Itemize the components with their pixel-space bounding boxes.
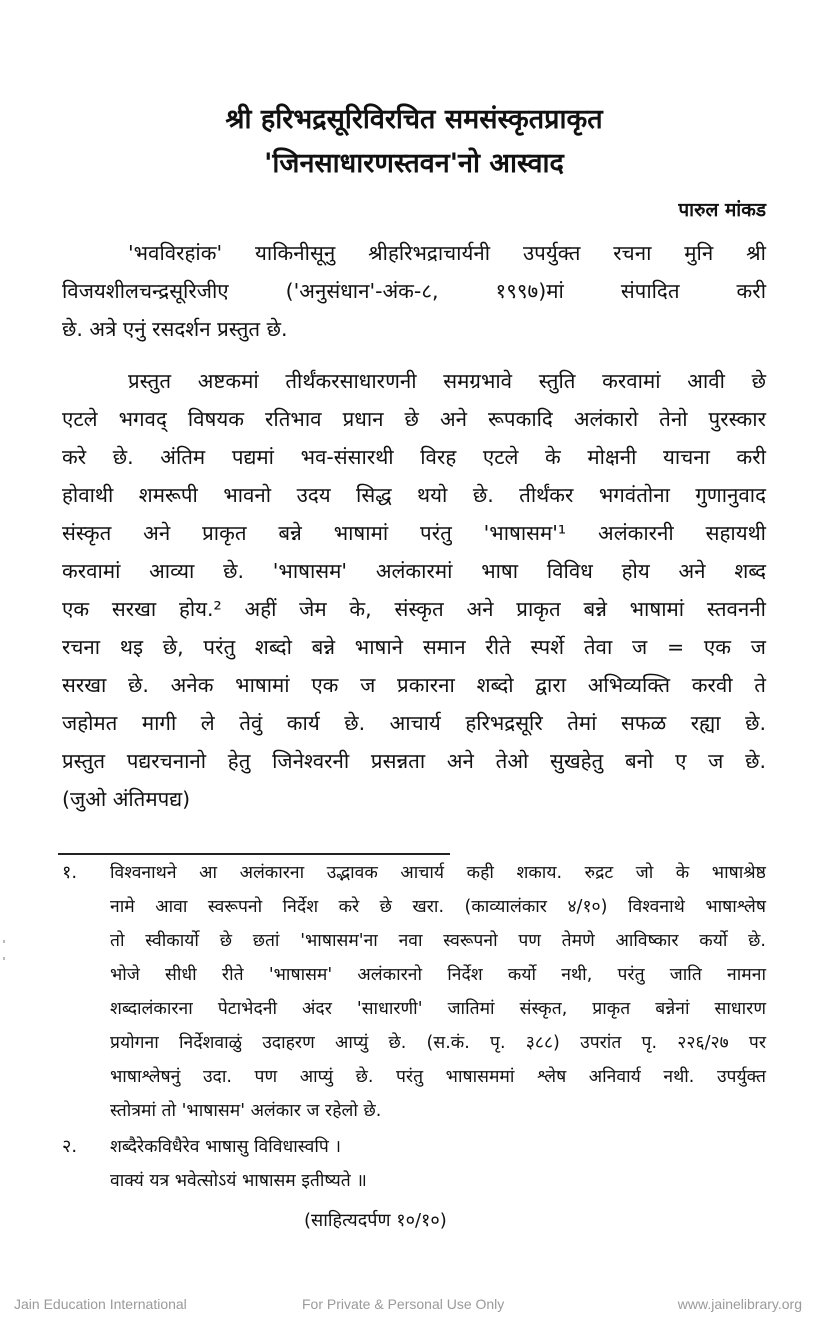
footnote-1-line-8: स्तोत्रमां तो 'भाषासम' अलंकार ज रहेलो छे.: [110, 1101, 382, 1121]
footer-publisher: Jain Education International: [14, 1296, 187, 1312]
paragraph-2-line-1: प्रस्तुत अष्टकमां तीर्थंकरसाधारणनी समग्रभावे स्तुति करवामां आवी छे: [128, 369, 766, 393]
title-line-1: श्री हरिभद्रसूरिविरचित समसंस्कृतप्राकृत: [225, 104, 603, 135]
footnote-1-number: १.: [62, 862, 78, 883]
paragraph-2-line-5: संस्कृत अने प्राकृत बन्ने भाषामां परंतु 'भाषासम'¹ अलंकारनी सहायथी: [62, 521, 766, 545]
paragraph-1-line-1: 'भवविरहांक' याकिनीसूनु श्रीहरिभद्राचार्यनी उपर्युक्त रचना मुनि श्री: [128, 241, 766, 265]
paragraph-2-line-2: एटले भगवद् विषयक रतिभाव प्रधान छे अने रूपकादि अलंकारो तेनो पुरस्कार: [62, 407, 766, 431]
footnote-1-line-5: शब्दालंकारना पेटाभेदनी अंदर 'साधारणी' जातिमां संस्कृत, प्राकृत बन्नेनां साधारण: [110, 999, 766, 1019]
scan-mark: [3, 957, 5, 960]
footnote-1-line-3: तो स्वीकार्यो छे छतां 'भाषासम'ना नवा स्वरूपनो पण तेमणे आविष्कार कर्यो छे.: [110, 931, 766, 951]
author-name: पारुल मांकड: [678, 199, 766, 221]
paragraph-1-line-2: विजयशीलचन्द्रसूरिजीए ('अनुसंधान'-अंक-८, १९९७)मां संपादित करी: [62, 279, 766, 303]
footnote-2-source: (साहित्यदर्पण १०/१०): [304, 1210, 447, 1231]
footnote-2-number: २.: [62, 1136, 78, 1157]
footnote-1-line-1: विश्वनाथने आ अलंकारना उद्भावक आचार्य कही शकाय. रुद्रट जो के भाषाश्रेष्ठ: [110, 863, 766, 883]
paragraph-2-line-4: होवाथी शमरूपी भावनो उदय सिद्ध थयो छे. तीर्थंकर भगवंतोना गुणानुवाद: [62, 483, 766, 507]
footer-usage-note: For Private & Personal Use Only: [302, 1296, 505, 1312]
footer-website-link[interactable]: www.jainelibrary.org: [677, 1296, 802, 1312]
footnote-2-line-1: शब्दैरेकविधैरेव भाषासु विविधास्वपि ।: [110, 1137, 341, 1157]
paragraph-2-line-3: करे छे. अंतिम पद्यमां भव-संसारथी विरह एटले के मोक्षनी याचना करी: [62, 445, 766, 469]
paragraph-2-line-11: प्रस्तुत पद्यरचनानो हेतु जिनेश्वरनी प्रसन्नता अने तेओ सुखहेतु बनो ए ज छे.: [62, 749, 766, 773]
paragraph-2-line-7: एक सरखा होय.² अहीं जेम के, संस्कृत अने प्राकृत बन्ने भाषामां स्तवननी: [62, 597, 766, 621]
title-line-2: 'जिनसाधारणस्तवन'नो आस्वाद: [264, 148, 564, 179]
paragraph-1-line-3: छे. अत्रे एनुं रसदर्शन प्रस्तुत छे.: [62, 317, 288, 341]
paragraph-2-line-9: सरखा छे. अनेक भाषामां एक ज प्रकारना शब्दो द्वारा अभिव्यक्ति करवी ते: [62, 673, 766, 697]
footnote-2-line-2: वाक्यं यत्र भवेत्सोऽयं भाषासम इतीष्यते ॥: [110, 1171, 367, 1191]
paragraph-2-line-6: करवामां आव्या छे. 'भाषासम' अलंकारमां भाषा विविध होय अने शब्द: [62, 559, 766, 583]
footnote-1-line-4: भोजे सीधी रीते 'भाषासम' अलंकारनो निर्देश कर्यो नथी, परंतु जाति नामना: [110, 965, 766, 985]
footnote-1-line-6: प्रयोगना निर्देशवाळुं उदाहरण आप्युं छे. (स.कं. पृ. ३८८) उपरांत पृ. २२६/२७ पर: [110, 1033, 766, 1053]
footnote-separator: [58, 853, 450, 855]
paragraph-2-line-10: जहोमत मागी ले तेवुं कार्य छे. आचार्य हरिभद्रसूरि तेमां सफळ रह्या छे.: [62, 711, 766, 735]
paragraph-2-line-8: रचना थइ छे, परंतु शब्दो बन्ने भाषाने समान रीते स्पर्शे तेवा ज = एक ज: [62, 635, 766, 659]
scan-mark: [3, 940, 5, 943]
footnote-1-line-2: नामे आवा स्वरूपनो निर्देश करे छे खरा. (काव्यालंकार ४/१०) विश्वनाथे भाषाश्लेष: [110, 897, 766, 917]
paragraph-2-line-12: (जुओ अंतिमपद्य): [62, 787, 191, 811]
footnote-1-line-7: भाषाश्लेषनुं उदा. पण आप्युं छे. परंतु भाषासममां श्लेष अनिवार्य नथी. उपर्युक्त: [110, 1067, 766, 1087]
